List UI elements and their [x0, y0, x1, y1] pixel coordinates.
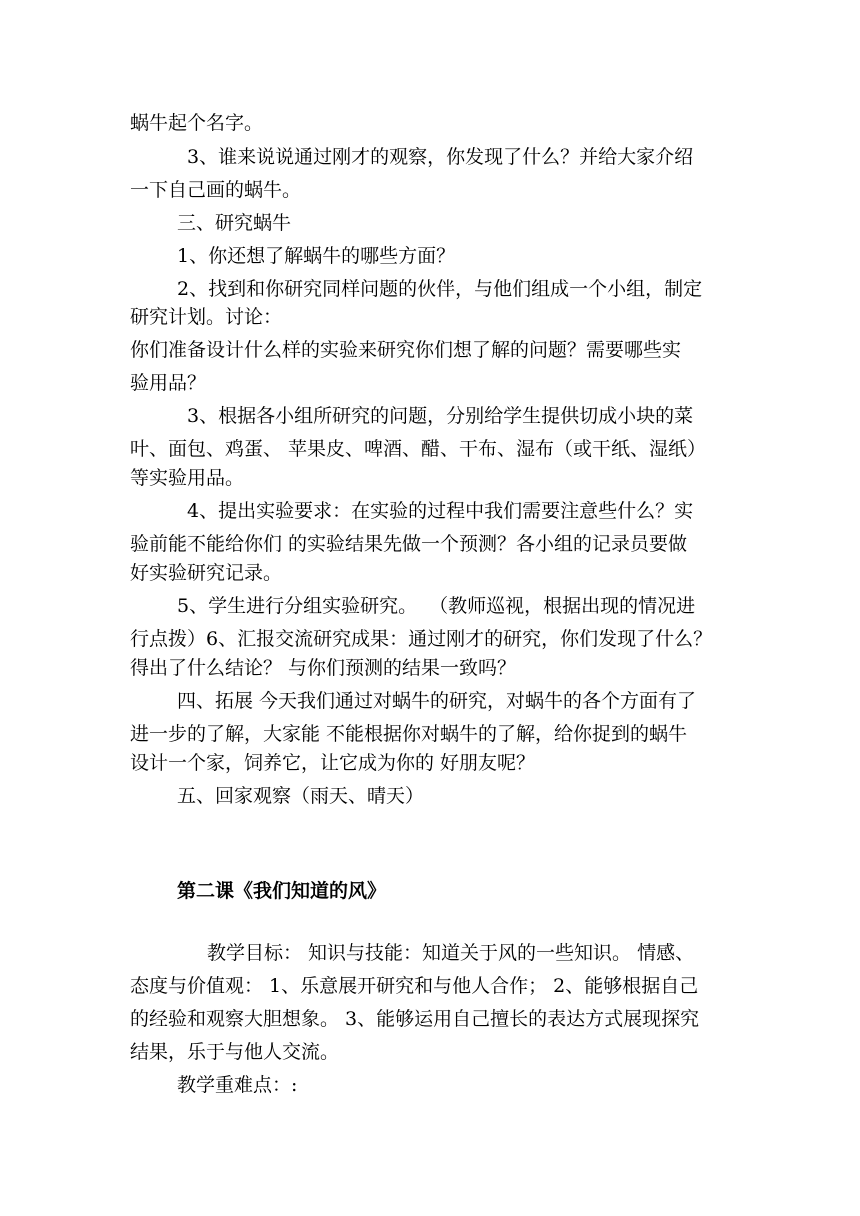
section-heading: 五、回家观察（雨天、晴天） [177, 785, 425, 807]
text-line: 四、拓展 今天我们通过对蜗牛的研究，对蜗牛的各个方面有了 [177, 690, 697, 712]
section-heading: 三、研究蜗牛 [177, 212, 292, 234]
lesson-title: 第二课《我们知道的风》 [177, 880, 387, 902]
text-line: 态度与价值观： 1、乐意展开研究和与他人合作； 2、能够根据自己 [130, 975, 699, 997]
text-line: 结果，乐于与他人交流。 [130, 1041, 340, 1063]
text-line: 5、学生进行分组实验研究。 （教师巡视，根据出现的情况进 [177, 595, 696, 617]
text-line: 好实验研究记录。 [130, 562, 283, 584]
text-line: 等实验用品。 [130, 467, 245, 489]
text-line: 蜗牛起个名字。 [130, 112, 264, 134]
text-line: 教学目标： 知识与技能：知道关于风的一些知识。 情感、 [207, 942, 695, 964]
text-line: 1、你还想了解蜗牛的哪些方面？ [177, 245, 456, 267]
text-line: 3、根据各小组所研究的问题，分别给学生提供切成小块的菜 [187, 405, 694, 427]
text-line: 2、找到和你研究同样问题的伙伴，与他们组成一个小组，制定 [177, 278, 703, 300]
text-line: 叶、面包、鸡蛋、 苹果皮、啤酒、醋、干布、湿布（或干纸、湿纸） [130, 438, 707, 460]
text-line: 验前能不能给你们 的实验结果先做一个预测？各小组的记录员要做 [130, 533, 688, 555]
text-line: 你们准备设计什么样的实验来研究你们想了解的问题？需要哪些实 [130, 339, 682, 361]
text-line: 4、提出实验要求：在实验的过程中我们需要注意些什么？实 [187, 500, 694, 522]
text-line: 进一步的了解，大家能 不能根据你对蜗牛的了解，给你捉到的蜗牛 [130, 723, 688, 745]
text-line: 的经验和观察大胆想象。 3、能够运用自己擅长的表达方式展现探究 [130, 1008, 700, 1030]
text-line: 行点拨）6、汇报交流研究成果：通过刚才的研究，你们发现了什么？ [130, 628, 713, 650]
text-line: 得出了什么结论？ 与你们预测的结果一致吗？ [130, 657, 517, 679]
text-line: 研究计划。讨论： [130, 306, 283, 328]
text-line: 设计一个家，饲养它，让它成为你的 好朋友呢？ [130, 752, 536, 774]
text-line: 一下自己画的蜗牛。 [130, 179, 302, 201]
subsection-heading: 教学重难点：: [177, 1074, 298, 1096]
text-line: 3、谁来说说通过刚才的观察，你发现了什么？并给大家介绍 [187, 146, 694, 168]
text-line: 验用品？ [130, 372, 207, 394]
